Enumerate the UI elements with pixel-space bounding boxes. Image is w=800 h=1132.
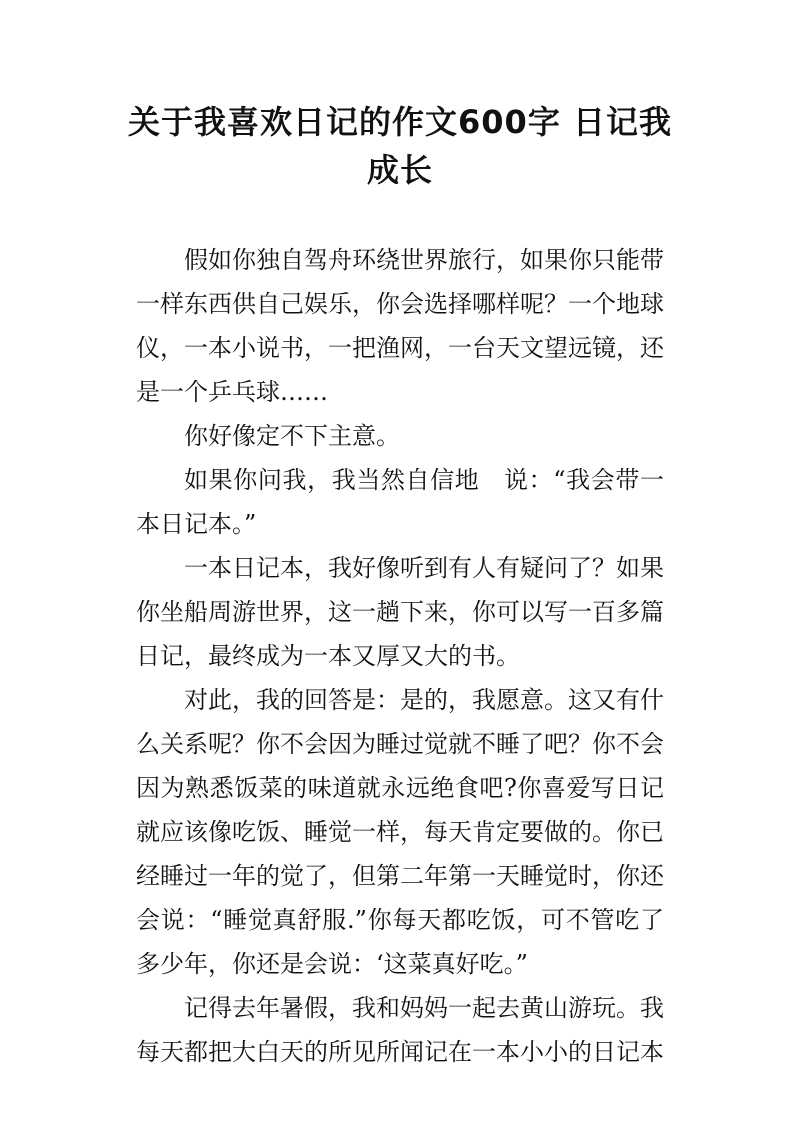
paragraph: 对此，我的回答是：是的，我愿意。这又有什么关系呢？你不会因为睡过觉就不睡了吧？你不会因为熟悉饭菜的味道就永远绝食吧?你喜爱写日记就应该像吃饭、睡觉一样，每天肯定要做的。你已经睡过一年的觉了，但第二年第一天睡觉时，你还会说：“睡觉真舒服.”你每天都吃饭，可不管吃了多少年，你还是会说：‘这菜真好吃。” — [136, 686, 664, 978]
paragraph: 如果你问我，我当然自信地 说：“我会带一本日记本。” — [136, 466, 664, 538]
document-title: 关于我喜欢日记的作文600字 日记我成长 — [128, 103, 672, 189]
document-body — [136, 238, 664, 1074]
paragraph: 记得去年暑假，我和妈妈一起去黄山游玩。我每天都把大白天的所见所闻记在一本小小的日记本 — [136, 994, 664, 1066]
paragraph: 你好像定不下主意。 — [184, 422, 400, 450]
paragraph: 一本日记本，我好像听到有人有疑问了？如果你坐船周游世界，这一趟下来，你可以写一百多篇日记，最终成为一本又厚又大的书。 — [136, 554, 664, 670]
paragraph: 假如你独自驾舟环绕世界旅行，如果你只能带一样东西供自己娱乐，你会选择哪样呢？一个地球仪，一本小说书，一把渔网，一台天文望远镜，还是一个乒乓球…… — [136, 246, 664, 406]
